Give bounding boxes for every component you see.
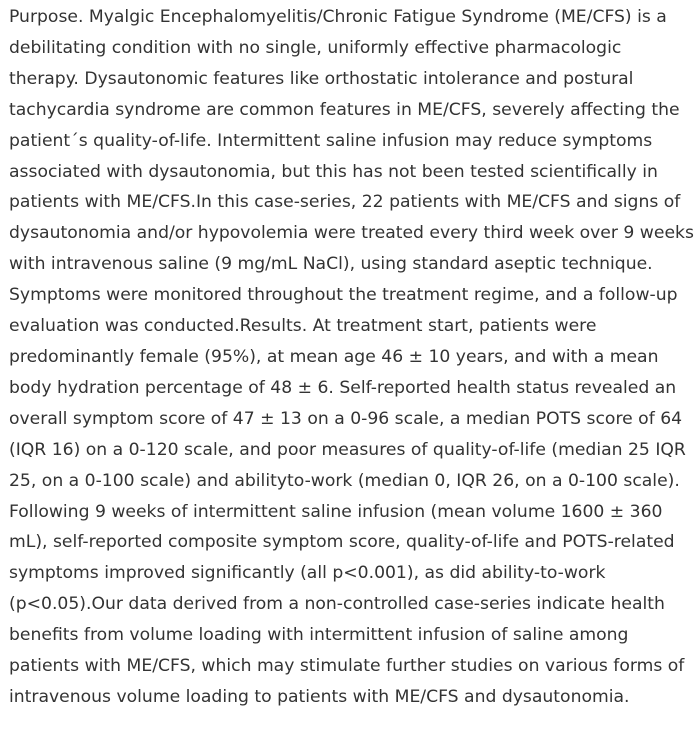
- abstract-paragraph: Purpose. Myalgic Encephalomyelitis/Chronic Fatigue Syndrome (ME/CFS) is a debilitating condition with no single, uniformly effective pharmacologic therapy. Dysautonomic features like orthostatic intolerance and postural tachycardia syndrome are common features in ME/CFS, severely affecting the patient´s quality-of-life. Intermittent saline infusion may reduce symptoms associated with dysautonomia, but this has not been tested scientifically in patients with ME/CFS.In this case-series, 22 patients with ME/CFS and signs of dysautonomia and/or hypovolemia were treated every third week over 9 weeks with intravenous saline (9 mg/mL NaCl), using standard aseptic technique. Symptoms were monitored throughout the treatment regime, and a follow-up evaluation was conducted.Results. At treatment start, patients were predominantly female (95%), at mean age 46 ± 10 years, and with a mean body hydration percentage of 48 ± 6. Self-reported health status revealed an overall symptom score of 47 ± 13 on a 0-96 scale, a median POTS score of 64 (IQR 16) on a 0-120 scale, and poor measures of quality-of-life (median 25 IQR 25, on a 0-100 scale) and abilityto-work (median 0, IQR 26, on a 0-100 scale). Following 9 weeks of intermittent saline infusion (mean volume 1600 ± 360 mL), self-reported composite symptom score, quality-of-life and POTS-related symptoms improved significantly (all p<0.001), as did ability-to-work (p<0.05).Our data derived from a non-controlled case-series indicate health benefits from volume loading with intermittent infusion of saline among patients with ME/CFS, which may stimulate further studies on various forms of intravenous volume loading to patients with ME/CFS and dysautonomia.: [9, 7, 694, 707]
